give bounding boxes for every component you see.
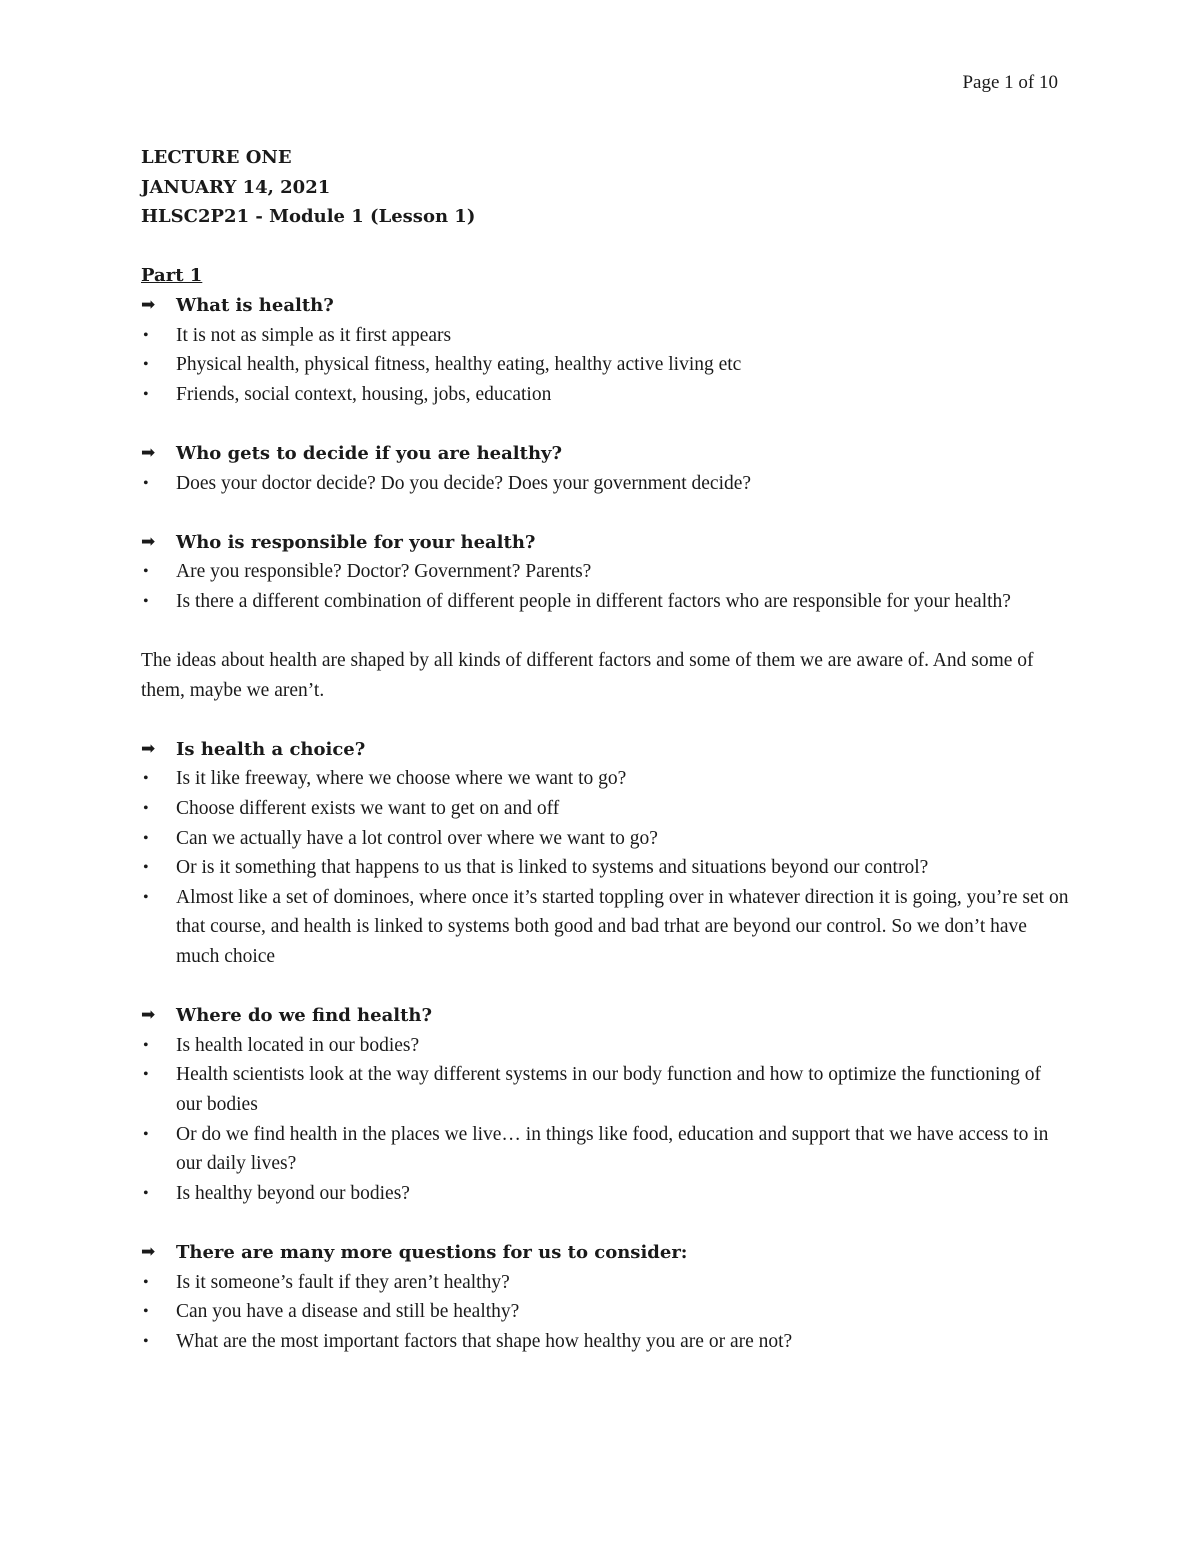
bullet-list (141, 764, 1071, 971)
question-text: There are many more questions for us to consider: (176, 1241, 688, 1263)
list-item-text: Physical health, physical fitness, healthy eating, healthy active living etc (176, 354, 742, 376)
list-item (141, 1120, 1071, 1179)
bullet-list (141, 1031, 1071, 1209)
list-item (141, 1031, 1071, 1061)
list-item (141, 1327, 1071, 1357)
spacer (141, 972, 1071, 1002)
lecture-date: JANUARY 14, 2021 (141, 176, 331, 198)
arrow-icon: ➡ (141, 442, 156, 463)
list-item-text: Choose different exists we want to get on and off (176, 798, 560, 820)
bullet-list (141, 1268, 1071, 1357)
list-item (141, 794, 1071, 824)
list-item (141, 1179, 1071, 1209)
bullet-list (141, 469, 1071, 499)
list-item-text: Is healthy beyond our bodies? (176, 1182, 410, 1204)
list-item (141, 469, 1071, 499)
bullet-icon: • (143, 770, 149, 788)
bullet-icon: • (143, 474, 149, 492)
list-item (141, 1268, 1071, 1298)
spacer (141, 498, 1071, 528)
list-item-text: Friends, social context, housing, jobs, education (176, 383, 552, 405)
document-body (141, 143, 1071, 1356)
bullet-icon: • (143, 385, 149, 403)
section-question (141, 291, 1071, 321)
bullet-icon: • (143, 356, 149, 374)
list-item (141, 824, 1071, 854)
list-item-text: Is it like freeway, where we choose where we want to go? (176, 768, 627, 790)
list-item-text: Health scientists look at the way different systems in our body function and how to optimize the functioning of our bodies (176, 1064, 1042, 1115)
list-item-text: Is health located in our bodies? (176, 1034, 420, 1056)
question-text: Who is responsible for your health? (176, 531, 536, 553)
sections-container (141, 291, 1071, 1356)
section-question (141, 439, 1071, 469)
list-item (141, 764, 1071, 794)
bullet-list (141, 321, 1071, 410)
spacer (141, 705, 1071, 735)
arrow-icon: ➡ (141, 1005, 156, 1026)
list-item-text: Almost like a set of dominoes, where once it’s started toppling over in whatever direction it is going, you’re set on that course, and health is linked to systems both good and bad trhat are beyond our control. So we don’t have much choice (176, 886, 1069, 968)
list-item-text: Does your doctor decide? Do you decide? Does your government decide? (176, 472, 752, 494)
list-item-text: What are the most important factors that shape how healthy you are or are not? (176, 1330, 793, 1352)
arrow-icon: ➡ (141, 294, 156, 315)
list-item (141, 587, 1071, 617)
bullet-icon: • (143, 1125, 149, 1143)
list-item-text: Is there a different combination of different people in different factors who are responsible for your health? (176, 590, 1011, 612)
list-item-text: Is it someone’s fault if they aren’t healthy? (176, 1271, 510, 1293)
list-item (141, 557, 1071, 587)
bullet-icon: • (143, 1066, 149, 1084)
list-item (141, 350, 1071, 380)
section-question (141, 528, 1071, 558)
list-item (141, 1297, 1071, 1327)
question-text: Who gets to decide if you are healthy? (176, 442, 563, 464)
spacer (141, 409, 1071, 439)
list-item (141, 321, 1071, 351)
list-item (141, 883, 1071, 972)
list-item-text: Or is it something that happens to us that is linked to systems and situations beyond our control? (176, 857, 929, 879)
question-text: Where do we find health? (176, 1005, 433, 1027)
list-item (141, 1060, 1071, 1119)
bullet-icon: • (143, 1184, 149, 1202)
list-item-text: Are you responsible? Doctor? Government? Parents? (176, 561, 592, 583)
part-title: Part 1 (141, 265, 203, 287)
question-text: What is health? (176, 294, 334, 316)
question-text: Is health a choice? (176, 738, 366, 760)
bullet-icon: • (143, 326, 149, 344)
list-item (141, 380, 1071, 410)
list-item-text: It is not as simple as it first appears (176, 324, 452, 346)
bullet-icon: • (143, 1303, 149, 1321)
section-question (141, 1001, 1071, 1031)
list-item-text: Or do we find health in the places we live… in things like food, education and support that we have access to in our daily lives? (176, 1123, 1049, 1175)
section-question (141, 735, 1071, 765)
spacer (141, 1208, 1071, 1238)
spacer (141, 617, 1071, 647)
bullet-icon: • (143, 1332, 149, 1350)
arrow-icon: ➡ (141, 531, 156, 552)
list-item (141, 853, 1071, 883)
bullet-icon: • (143, 800, 149, 818)
paragraph: The ideas about health are shaped by all kinds of different factors and some of them we are aware of. And some of them, maybe we aren’t. (141, 650, 1034, 701)
spacer (141, 232, 1071, 262)
bullet-icon: • (143, 829, 149, 847)
bullet-icon: • (143, 1036, 149, 1054)
bullet-icon: • (143, 888, 149, 906)
section-question (141, 1238, 1071, 1268)
bullet-icon: • (143, 859, 149, 877)
page-number: Page 1 of 10 (962, 72, 1058, 93)
arrow-icon: ➡ (141, 1241, 156, 1262)
lecture-title: LECTURE ONE (141, 147, 292, 168)
arrow-icon: ➡ (141, 738, 156, 759)
list-item-text: Can you have a disease and still be healthy? (176, 1301, 520, 1323)
course-module: HLSC2P21 - Module 1 (Lesson 1) (141, 206, 476, 228)
list-item-text: Can we actually have a lot control over where we want to go? (176, 827, 658, 849)
bullet-icon: • (143, 592, 149, 610)
bullet-icon: • (143, 1273, 149, 1291)
bullet-list (141, 557, 1071, 616)
bullet-icon: • (143, 563, 149, 581)
